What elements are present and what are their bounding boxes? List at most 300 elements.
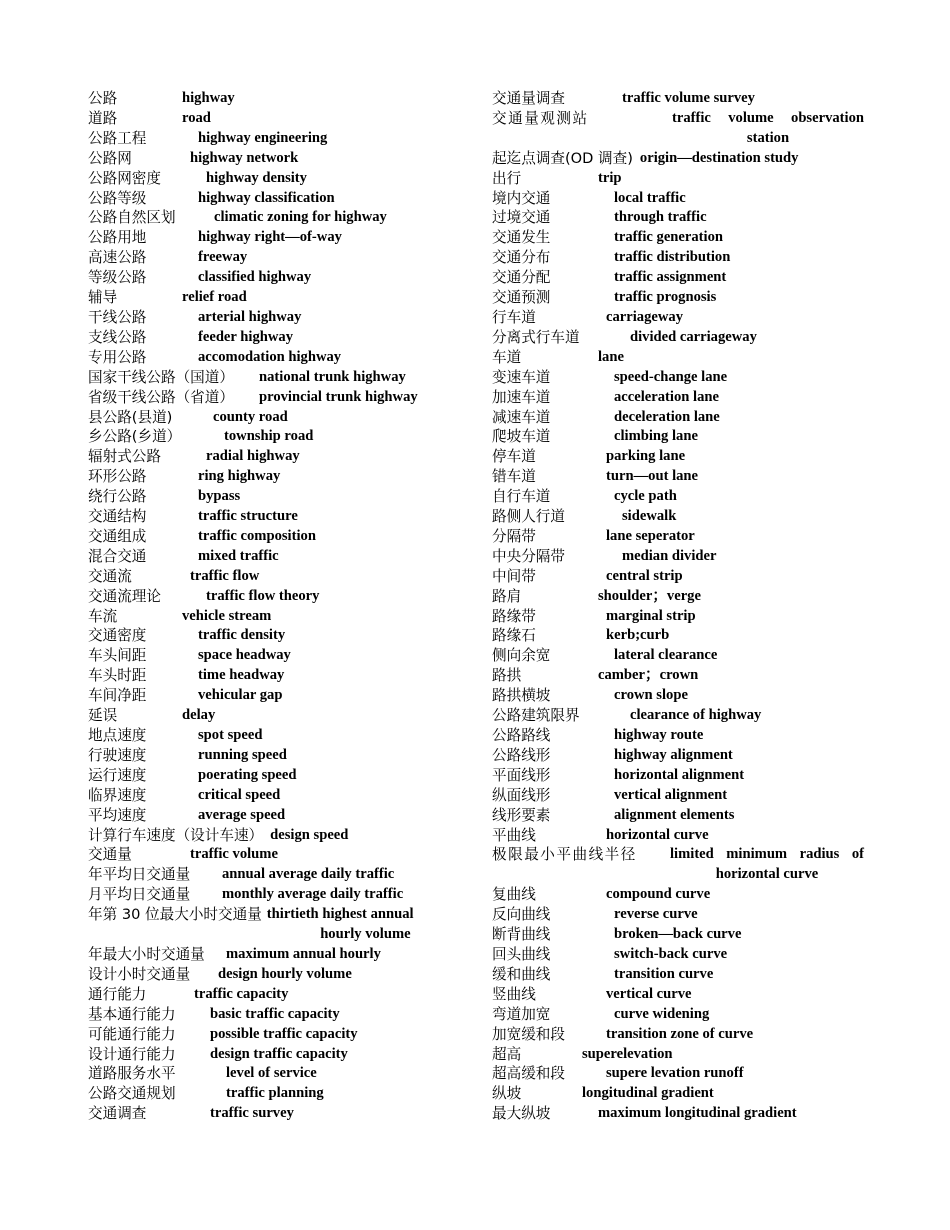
term-entry <box>492 447 864 467</box>
term-entry <box>88 985 464 1005</box>
term-chinese: 县公路(县道) <box>88 408 173 426</box>
term-entry <box>492 806 864 826</box>
term-english: alignment elements <box>614 806 735 823</box>
term-english: superelevation <box>582 1045 673 1062</box>
term-chinese: 交通量 <box>88 846 132 864</box>
term-chinese: 月平均日交通量 <box>88 886 191 904</box>
term-english: origin—destination study <box>639 149 799 166</box>
term-english: traffic volume observation station <box>672 109 864 149</box>
term-entry <box>492 646 864 666</box>
term-chinese: 车流 <box>88 607 118 625</box>
term-english: highway right—of-way <box>198 229 342 246</box>
term-english: highway alignment <box>614 746 733 763</box>
term-chinese: 基本通行能力 <box>88 1005 176 1023</box>
term-english: lateral clearance <box>614 647 718 664</box>
term-english: classified highway <box>198 269 312 286</box>
term-english: traffic capacity <box>194 985 289 1002</box>
term-entry <box>88 427 464 447</box>
term-chinese: 起迄点调查(OD 调查) <box>492 149 633 167</box>
term-entry <box>88 308 464 328</box>
term-english: traffic density <box>198 627 286 644</box>
term-english: deceleration lane <box>614 408 720 425</box>
term-entry <box>492 288 864 308</box>
term-english-continued: station <box>746 129 790 146</box>
term-english: limited minimum radius of horizontal curve <box>670 845 864 885</box>
term-entry <box>88 1045 464 1065</box>
term-entry <box>88 1084 464 1104</box>
term-chinese: 公路路线 <box>492 727 551 744</box>
term-english: accomodation highway <box>198 348 342 365</box>
term-entry <box>88 109 464 129</box>
term-chinese: 交通量观测站 <box>492 109 589 127</box>
term-english: delay <box>182 707 216 724</box>
term-chinese: 延误 <box>88 707 118 725</box>
term-chinese: 公路等级 <box>88 189 147 207</box>
term-chinese: 等级公路 <box>88 269 147 287</box>
term-entry <box>492 467 864 487</box>
term-entry <box>88 1104 464 1124</box>
term-chinese: 交通组成 <box>88 527 147 545</box>
term-entry <box>88 746 464 766</box>
term-english: design traffic capacity <box>210 1045 348 1062</box>
term-entry <box>88 965 464 985</box>
term-english: lane seperator <box>606 527 695 544</box>
term-english: traffic flow theory <box>206 587 320 604</box>
term-english: basic traffic capacity <box>210 1005 340 1022</box>
term-entry <box>88 348 464 368</box>
term-entry <box>492 1005 864 1025</box>
term-chinese: 交通预测 <box>492 289 551 307</box>
term-chinese: 车头时距 <box>88 667 147 685</box>
term-chinese: 交通密度 <box>88 627 147 645</box>
term-chinese: 乡公路(乡道） <box>88 428 182 446</box>
term-english: longitudinal gradient <box>582 1085 714 1102</box>
term-entry <box>492 487 864 507</box>
term-english: highway engineering <box>198 129 328 146</box>
term-english: space headway <box>198 647 291 664</box>
term-chinese: 路拱 <box>492 667 522 685</box>
term-english: level of service <box>226 1065 317 1082</box>
term-entry <box>492 1045 864 1065</box>
term-english: arterial highway <box>198 308 302 325</box>
term-chinese: 路侧人行道 <box>492 508 565 526</box>
term-entry <box>492 189 864 209</box>
term-english: turn—out lane <box>606 468 699 485</box>
term-english: traffic volume <box>190 846 278 863</box>
term-english: monthly average daily traffic <box>222 886 404 903</box>
term-chinese: 纵面线形 <box>492 786 551 804</box>
term-chinese: 中间带 <box>492 567 536 585</box>
term-entry <box>88 208 464 228</box>
term-english: design speed <box>270 826 349 843</box>
term-chinese: 缓和曲线 <box>492 965 551 983</box>
term-entry <box>88 368 464 388</box>
term-chinese: 复曲线 <box>492 886 536 904</box>
term-chinese: 自行车道 <box>492 488 551 506</box>
term-entry <box>88 547 464 567</box>
term-entry <box>88 149 464 169</box>
term-entry <box>88 248 464 268</box>
term-chinese: 出行 <box>492 169 522 187</box>
term-chinese: 车头间距 <box>88 647 147 665</box>
term-entry <box>492 388 864 408</box>
term-entry <box>88 865 464 885</box>
term-chinese: 公路网 <box>88 149 132 167</box>
term-english: traffic planning <box>226 1085 324 1102</box>
term-chinese: 纵坡 <box>492 1085 522 1103</box>
term-english: local traffic <box>614 189 686 206</box>
term-english: thirtieth highest annual hourly volume <box>267 905 464 945</box>
term-english: cycle path <box>614 488 677 505</box>
term-chinese: 计算行车速度（设计车速） <box>88 826 264 844</box>
term-chinese: 路肩 <box>492 587 522 605</box>
term-chinese: 运行速度 <box>88 766 147 784</box>
term-english: curve widening <box>614 1005 710 1022</box>
term-english: provincial trunk highway <box>259 388 418 405</box>
term-chinese: 交通量调查 <box>492 90 565 107</box>
term-chinese: 车间净距 <box>88 687 147 705</box>
term-english: crown slope <box>614 687 688 704</box>
term-chinese: 分离式行车道 <box>492 328 580 346</box>
term-english: county road <box>213 408 288 425</box>
term-english: running speed <box>198 746 287 763</box>
term-entry <box>88 686 464 706</box>
term-entry <box>492 149 864 169</box>
term-chinese: 停车道 <box>492 448 536 466</box>
term-english: shoulder；verge <box>598 587 701 604</box>
term-entry <box>492 786 864 806</box>
term-entry <box>492 567 864 587</box>
term-chinese: 路缘带 <box>492 607 536 625</box>
term-entry <box>492 826 864 846</box>
term-english: speed-change lane <box>614 368 728 385</box>
term-entry <box>88 89 464 109</box>
term-english: poerating speed <box>198 766 297 783</box>
term-entry <box>492 626 864 646</box>
term-chinese: 年最大小时交通量 <box>88 945 205 963</box>
term-chinese: 错车道 <box>492 468 536 486</box>
term-entry <box>88 766 464 786</box>
term-chinese: 公路交通规划 <box>88 1085 176 1103</box>
term-chinese: 年平均日交通量 <box>88 866 191 884</box>
term-english: sidewalk <box>622 508 677 525</box>
term-entry <box>492 348 864 368</box>
term-english: relief road <box>182 289 247 306</box>
term-chinese: 变速车道 <box>492 368 551 386</box>
term-entry <box>492 666 864 686</box>
term-english: traffic structure <box>198 508 298 525</box>
term-chinese: 交通结构 <box>88 508 147 526</box>
term-chinese: 行驶速度 <box>88 746 147 764</box>
term-chinese: 加宽缓和段 <box>492 1025 565 1043</box>
term-chinese: 道路服务水平 <box>88 1065 176 1083</box>
term-entry <box>492 1084 864 1104</box>
term-entry <box>88 567 464 587</box>
term-chinese: 干线公路 <box>88 308 147 326</box>
term-chinese: 年第 30 位最大小时交通量 <box>88 906 262 924</box>
term-english: annual average daily traffic <box>222 866 395 883</box>
term-english: traffic generation <box>614 229 724 246</box>
term-entry <box>88 587 464 607</box>
term-chinese: 线形要素 <box>492 806 551 824</box>
term-chinese: 路缘石 <box>492 627 536 645</box>
term-chinese: 省级干线公路（省道） <box>88 388 234 406</box>
term-chinese: 交通分布 <box>492 249 551 267</box>
term-chinese: 辅导 <box>88 289 118 307</box>
term-entry <box>88 408 464 428</box>
term-english: traffic assignment <box>614 269 727 286</box>
term-entry <box>492 985 864 1005</box>
term-entry <box>88 905 464 945</box>
term-chinese: 平均速度 <box>88 806 147 824</box>
term-entry <box>492 169 864 189</box>
term-entry <box>88 607 464 627</box>
term-entry <box>88 826 464 846</box>
term-english: time headway <box>198 667 285 684</box>
term-english: transition curve <box>614 965 714 982</box>
term-english: traffic composition <box>198 527 316 544</box>
term-entry <box>492 587 864 607</box>
term-chinese: 中央分隔带 <box>492 547 565 565</box>
term-english: highway route <box>614 727 704 743</box>
term-chinese: 交通发生 <box>492 229 551 247</box>
term-chinese: 交通分配 <box>492 269 551 287</box>
term-entry <box>88 666 464 686</box>
term-chinese: 路拱横坡 <box>492 687 551 705</box>
term-chinese: 地点速度 <box>88 727 147 744</box>
term-english-continued: hourly volume <box>320 926 411 943</box>
term-entry <box>88 268 464 288</box>
term-english: radial highway <box>206 448 300 465</box>
term-english: traffic distribution <box>614 249 731 266</box>
term-chinese: 境内交通 <box>492 189 551 207</box>
term-entry <box>492 607 864 627</box>
term-entry <box>88 1025 464 1045</box>
term-chinese: 临界速度 <box>88 786 147 804</box>
term-english: switch-back curve <box>614 945 728 962</box>
term-chinese: 分隔带 <box>492 527 536 545</box>
term-entry <box>492 885 864 905</box>
term-entry <box>88 447 464 467</box>
term-entry <box>492 527 864 547</box>
term-entry <box>492 268 864 288</box>
term-english: horizontal curve <box>606 826 709 843</box>
term-english: vehicular gap <box>198 687 283 704</box>
term-entry <box>492 228 864 248</box>
term-entry <box>88 388 464 408</box>
term-entry <box>88 507 464 527</box>
term-english: vertical alignment <box>614 786 728 803</box>
term-english: supere levation runoff <box>606 1065 744 1082</box>
term-english: mixed traffic <box>198 547 279 564</box>
term-entry <box>88 328 464 348</box>
term-entry <box>492 766 864 786</box>
term-english: climbing lane <box>614 428 698 445</box>
term-entry <box>492 427 864 447</box>
term-english: divided carriageway <box>630 328 757 345</box>
term-entry <box>88 189 464 209</box>
term-chinese: 行车道 <box>492 308 536 326</box>
term-entry <box>88 1064 464 1084</box>
term-english: parking lane <box>606 448 686 465</box>
term-chinese: 公路建筑限界 <box>492 707 580 725</box>
term-entry <box>492 945 864 965</box>
term-entry <box>492 368 864 388</box>
term-english: kerb;curb <box>606 627 670 644</box>
term-chinese: 通行能力 <box>88 985 147 1003</box>
term-entry <box>492 507 864 527</box>
term-chinese: 交通调查 <box>88 1105 147 1123</box>
term-entry <box>88 169 464 189</box>
term-chinese: 回头曲线 <box>492 945 551 963</box>
term-chinese: 加速车道 <box>492 388 551 406</box>
term-english: spot speed <box>198 727 263 743</box>
term-english: trip <box>598 169 622 186</box>
right-column <box>492 89 864 1124</box>
term-chinese: 设计通行能力 <box>88 1045 176 1063</box>
term-english: central strip <box>606 567 683 584</box>
term-chinese: 弯道加宽 <box>492 1005 551 1023</box>
term-english: vehicle stream <box>182 607 272 624</box>
term-entry <box>492 1104 864 1124</box>
term-entry <box>492 845 864 885</box>
term-english: township road <box>224 428 314 445</box>
term-english: feeder highway <box>198 328 293 345</box>
term-chinese: 爬坡车道 <box>492 428 551 446</box>
term-entry <box>492 408 864 428</box>
term-english: design hourly volume <box>218 965 352 982</box>
term-chinese: 平面线形 <box>492 766 551 784</box>
term-entry <box>492 248 864 268</box>
term-english: reverse curve <box>614 906 698 923</box>
term-english: ring highway <box>198 468 281 485</box>
term-chinese: 支线公路 <box>88 328 147 346</box>
term-chinese: 竖曲线 <box>492 985 536 1003</box>
term-english: freeway <box>198 249 248 266</box>
term-chinese: 公路 <box>88 90 118 107</box>
term-chinese: 环形公路 <box>88 468 147 486</box>
left-column <box>88 89 464 1124</box>
term-chinese: 绕行公路 <box>88 488 147 506</box>
term-english: marginal strip <box>606 607 696 624</box>
term-entry <box>88 129 464 149</box>
term-entry <box>88 845 464 865</box>
term-english: camber；crown <box>598 667 699 684</box>
term-entry <box>492 706 864 726</box>
term-entry <box>88 786 464 806</box>
term-entry <box>492 109 864 149</box>
term-entry <box>88 945 464 965</box>
term-entry <box>492 965 864 985</box>
term-english: road <box>182 109 211 126</box>
term-english: horizontal alignment <box>614 766 745 783</box>
term-english-continued: horizontal curve <box>715 866 819 883</box>
term-chinese: 反向曲线 <box>492 906 551 924</box>
term-english: carriageway <box>606 308 683 325</box>
term-chinese: 辐射式公路 <box>88 448 161 466</box>
term-chinese: 减速车道 <box>492 408 551 426</box>
term-english: traffic flow <box>190 567 260 584</box>
term-entry <box>88 467 464 487</box>
term-english: maximum annual hourly <box>226 945 381 962</box>
term-english: climatic zoning for highway <box>214 209 387 226</box>
term-english: transition zone of curve <box>606 1025 754 1042</box>
term-english: highway density <box>206 169 307 186</box>
term-entry <box>88 288 464 308</box>
term-entry <box>492 547 864 567</box>
term-entry <box>492 308 864 328</box>
term-entry <box>88 1005 464 1025</box>
term-entry <box>492 726 864 746</box>
term-chinese: 超高缓和段 <box>492 1065 565 1083</box>
term-english: compound curve <box>606 886 711 903</box>
term-chinese: 公路用地 <box>88 229 147 247</box>
term-chinese: 交通流理论 <box>88 587 161 605</box>
term-chinese: 专用公路 <box>88 348 147 366</box>
term-entry <box>492 1025 864 1045</box>
term-chinese: 车道 <box>492 348 522 366</box>
term-entry <box>492 686 864 706</box>
term-chinese: 公路自然区划 <box>88 209 176 227</box>
term-entry <box>88 646 464 666</box>
term-chinese: 国家干线公路（国道） <box>88 368 234 386</box>
term-entry <box>492 208 864 228</box>
term-english: clearance of highway <box>630 707 762 724</box>
term-chinese: 公路工程 <box>88 129 147 147</box>
term-entry <box>88 885 464 905</box>
term-chinese: 高速公路 <box>88 249 147 267</box>
term-english: median divider <box>622 547 717 564</box>
term-chinese: 超高 <box>492 1045 522 1063</box>
term-chinese: 过境交通 <box>492 209 551 227</box>
term-chinese: 交通流 <box>88 567 132 585</box>
term-english: bypass <box>198 488 241 505</box>
term-english: traffic volume survey <box>622 90 755 106</box>
term-english: vertical curve <box>606 985 692 1002</box>
term-entry <box>492 905 864 925</box>
term-english: through traffic <box>614 209 707 226</box>
term-chinese: 极限最小平曲线半径 <box>492 846 637 864</box>
term-english: highway classification <box>198 189 335 206</box>
term-english: lane <box>598 348 624 365</box>
term-english: maximum longitudinal gradient <box>598 1105 797 1122</box>
term-english: acceleration lane <box>614 388 719 405</box>
term-english: national trunk highway <box>259 368 406 385</box>
term-chinese: 最大纵坡 <box>492 1105 551 1123</box>
term-chinese: 断背曲线 <box>492 926 551 944</box>
term-entry <box>88 487 464 507</box>
term-entry <box>88 806 464 826</box>
term-chinese: 公路网密度 <box>88 169 161 187</box>
term-english: broken—back curve <box>614 926 742 943</box>
term-entry <box>88 228 464 248</box>
term-entry <box>492 925 864 945</box>
term-chinese: 可能通行能力 <box>88 1025 176 1043</box>
term-entry <box>88 726 464 746</box>
term-entry <box>88 706 464 726</box>
term-english: highway network <box>190 149 299 166</box>
term-english: average speed <box>198 806 286 823</box>
term-entry <box>88 527 464 547</box>
term-chinese: 公路线形 <box>492 746 551 764</box>
term-entry <box>492 89 864 109</box>
term-chinese: 设计小时交通量 <box>88 965 191 983</box>
term-chinese: 侧向余宽 <box>492 647 551 665</box>
term-chinese: 平曲线 <box>492 826 536 844</box>
term-entry <box>88 626 464 646</box>
term-english: traffic survey <box>210 1105 294 1122</box>
term-english: possible traffic capacity <box>210 1025 358 1042</box>
